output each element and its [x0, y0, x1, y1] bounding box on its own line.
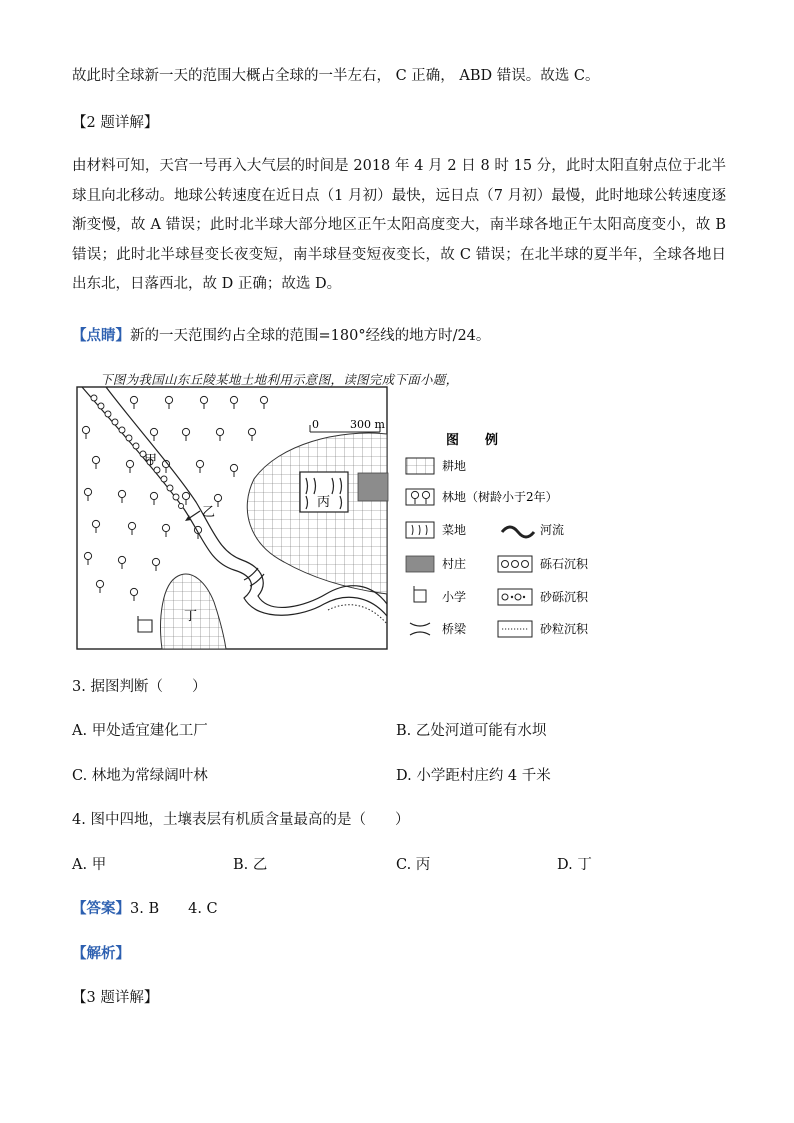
- legend-title: 图 例: [446, 433, 499, 448]
- scale-zero: 0: [312, 418, 319, 431]
- legend-bridge: 桥梁: [442, 622, 467, 636]
- legend-school: 小学: [442, 590, 467, 604]
- label-ding: 丁: [184, 609, 198, 624]
- q4-option-c: C. 丙: [396, 857, 431, 873]
- legend-farmland: 耕地: [442, 459, 467, 473]
- previous-conclusion: 故此时全球新一天的范围大概占全球的一半左右， C 正确， ABD 错误。故选 C。: [72, 68, 600, 84]
- q4-option-b: B. 乙: [233, 857, 268, 873]
- village: [358, 473, 388, 501]
- q2-detail-header: 【2 题详解】: [72, 115, 159, 131]
- legend: [406, 432, 589, 637]
- answer-line: [72, 899, 218, 919]
- q3-option-a: A. 甲处适宜建化工厂: [72, 723, 208, 739]
- q3-option-d: D. 小学距村庄约 4 千米: [396, 768, 551, 784]
- answer-text: 3. B 4. C: [130, 901, 218, 917]
- tip-text: 新的一天范围约占全球的范围=180°经线的地方时/24。: [130, 328, 491, 344]
- q2-detail-text: 由材料可知，天宫一号再入大气层的时间是 2018 年 4 月 2 日 8 时 15 分，此时太阳直射点位于北半球且向北移动。地球公转速度在近日点（1 月初）最快，远日点（7 月初）最慢，此时地球公转速度逐渐变慢，故 A 错误；此时北半球大部分地区正午太阳高度变大，南半球各地正午太阳高度变小，故 B 错误；此时北半球昼变长夜变短，南半球昼变短夜变长，故 C 错误；在北半球的夏半年，全球各地日出东北，日落西北，故 D 正确；故选 D。: [72, 158, 726, 293]
- legend-village: 村庄: [442, 557, 467, 571]
- scale-end: 300 m: [350, 418, 385, 431]
- tip-line: [72, 326, 490, 346]
- analysis-label: 【解析】: [72, 945, 130, 962]
- q3-option-c: C. 林地为常绿阔叶林: [72, 768, 208, 784]
- q4-option-d: D. 丁: [557, 857, 592, 873]
- answer-label: 【答案】: [72, 900, 130, 917]
- legend-sand: 砂粒沉积: [540, 622, 589, 636]
- label-bing: 丙: [317, 495, 331, 510]
- q3-detail-header: 【3 题详解】: [72, 990, 159, 1006]
- label-jia: 甲: [144, 453, 158, 468]
- legend-river: 河流: [540, 523, 565, 537]
- q3-option-b: B. 乙处河道可能有水坝: [396, 723, 547, 739]
- legend-sandgravel: 砂砾沉积: [540, 590, 589, 604]
- legend-vegetable: 菜地: [442, 523, 467, 537]
- land-use-map: [74, 384, 634, 654]
- q3-stem: 3. 据图判断（ ）: [72, 679, 207, 695]
- map-caption: 下图为我国山东丘陵某地土地利用示意图，读图完成下面小题，: [100, 372, 459, 387]
- q4-option-a: A. 甲: [72, 857, 107, 873]
- legend-gravel: 砾石沉积: [540, 557, 589, 571]
- q4-stem: 4. 图中四地，土壤表层有机质含量最高的是（ ）: [72, 812, 410, 828]
- legend-forest: 林地（树龄小于2年）: [442, 490, 558, 504]
- label-yi: 乙: [202, 505, 216, 520]
- tip-label: 【点睛】: [72, 327, 130, 344]
